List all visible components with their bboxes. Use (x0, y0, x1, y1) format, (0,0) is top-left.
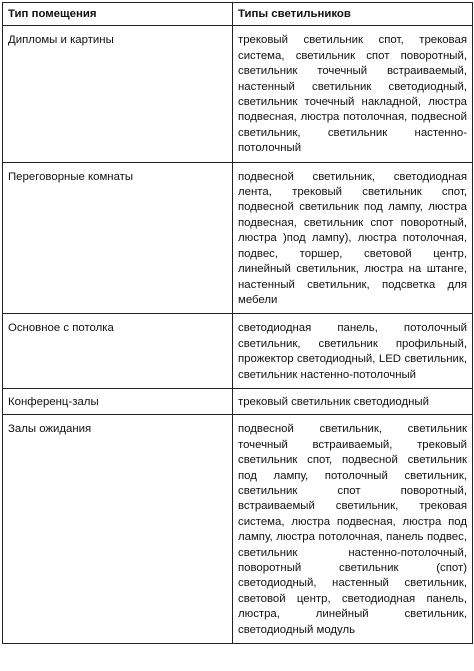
room-cell: Основное с потолка (3, 314, 233, 389)
table-row (3, 314, 473, 389)
room-cell: Залы ожидания (3, 415, 233, 644)
fixtures-cell: трековый светильник светодиодный (233, 388, 473, 414)
table-row (3, 388, 473, 414)
room-cell: Дипломы и картины (3, 26, 233, 162)
fixtures-cell: подвесной светильник, светодиодная лента, трековый светильник спот, подвесной светильник под лампу, люстра подвесная, светильник спот поворотный, люстра )под лампу), люстра потолочная, подвес, торшер, световой центр, линейный светильник, люстра на штанге, настенный светильник, подсветка для мебели (233, 162, 473, 314)
table-row (3, 26, 473, 162)
fixtures-cell: подвесной светильник, светильник точечный встраиваемый, трековый светильник спот, подвесной светильник под лампу, потолочный светильник, светильник спот поворотный, встраиваемый светильник, трековая система, люстра подвесная, люстра под лампу, люстра потолочная, панель подвес, светильник настенно-потолочный, поворотный светильник (спот) светодиодный, настенный светильник, световой центр, светодиодная панель, люстра, линейный светильник, светодиодный модуль (233, 415, 473, 644)
room-cell: Переговорные комнаты (3, 162, 233, 314)
table-header-row (3, 3, 473, 26)
fixtures-cell: светодиодная панель, потолочный светильник, светильник профильный, прожектор светодиодный, LED светильник, светильник настенно-потолочный (233, 314, 473, 389)
header-room-type: Тип помещения (3, 3, 233, 26)
lighting-table (2, 2, 473, 644)
room-cell: Конференц-залы (3, 388, 233, 414)
fixtures-cell: трековый светильник спот, трековая система, светильник спот поворотный, светильник точечный встраиваемый, настенный светильник светодиодный, светильник точечный накладной, люстра подвесная, люстра потолочная, подвесной светильник, светильник настенно-потолочный (233, 26, 473, 162)
table-row (3, 162, 473, 314)
header-fixture-types: Типы светильников (233, 3, 473, 26)
table-row (3, 415, 473, 644)
